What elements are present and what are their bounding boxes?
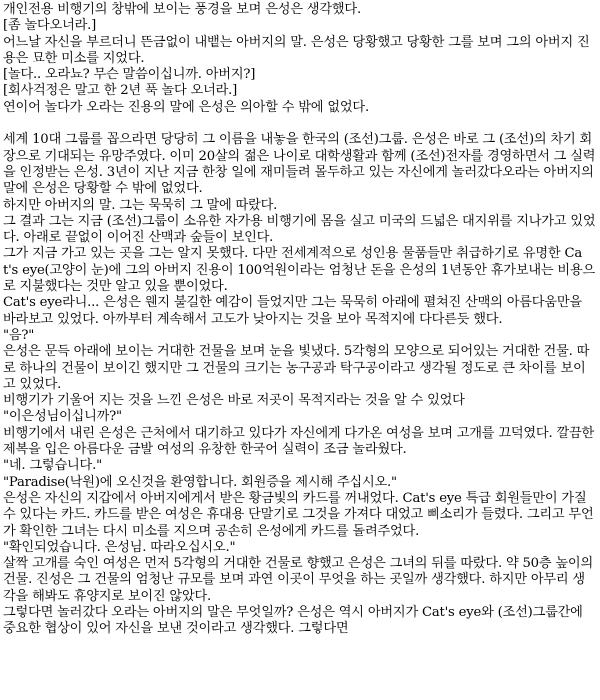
paragraph: 어느날 자신을 부르더니 뜬금없이 내뱉는 아버지의 말. 은성은 당황했고 당황한 그를 보며 그의 아버지 진용은 묘한 미소를 지었다. [3, 34, 590, 66]
paragraph: 하지만 아버지의 말. 그는 묵묵히 그 말에 따랐다. [3, 197, 278, 213]
paragraph: [놀다.. 오라뇨? 무슨 말씀이십니까. 아버지?] [3, 67, 256, 83]
paragraph: 그 결과 그는 지금 (조선)그룹이 소유한 자가용 비행기에 몸을 실고 미국의 드넓은 대지위를 지나가고 있었다. 아래로 끝없이 이어진 산맥과 숲들이 보인다. [3, 213, 596, 246]
paragraph: 은성은 문득 아래에 보이는 거대한 건물을 보며 눈을 빛냈다. 5각형의 모양으로 되어있는 거대한 건물. 따로 하나의 건물이 보이긴 했지만 그 건물의 크기는 농구공과 탁구공이라고 생각될 정도로 큰 차이를 보이고 있었다. [3, 344, 590, 392]
blank-line [3, 116, 597, 132]
paragraph: 은성은 자신의 지갑에서 아버지에게서 받은 황금빛의 카드를 꺼내었다. Cat's eye 특급 회원들만이 가질 수 있다는 카드. 카드를 받은 여성은 휴대용 단말기로 그것을 가져다 대었고 삐소리가 들렸다. 그리고 무언가 확인한 그녀는 다시 미소를 지으며 공손히 은성에게 카드를 돌려주었다. [3, 490, 594, 539]
paragraph: [좀 놀다오너라.] [3, 18, 97, 34]
paragraph: 연이어 놀다가 오라는 진용의 말에 은성은 의아할 수 밖에 없었다. [3, 99, 369, 115]
paragraph: 비행기가 기울어 지는 것을 느낀 은성은 바로 저곳이 목적지라는 것을 알 수 있었다 [3, 393, 465, 409]
paragraph: "네. 그렇습니다." [3, 458, 102, 474]
paragraph: Cat's eye라니... 은성은 웬지 불길한 예감이 들었지만 그는 묵묵히 아래에 펼쳐진 산맥의 아름다움만을 바라보고 있었다. 아까부터 계속해서 고도가 낮아지는 것을 보아 목적지에 다다른듯 했다. [3, 295, 586, 327]
paragraph: 살짝 고개를 숙인 여성은 먼저 5각형의 거대한 건물로 향했고 은성은 그녀의 뒤를 따랐다. 약 50층 높이의 건물. 진성은 그 건물의 엄청난 규모를 보며 과연 이곳이 무엇을 하는 곳일까 생각했다. 하지만 아무리 생각을 해봐도 휴양지로 보이진 않았다. [3, 556, 598, 604]
paragraph: "Paradise(낙원)에 오신것을 환영합니다. 회원증을 제시해 주십시오." [3, 474, 397, 490]
paragraph: [회사걱정은 말고 한 2년 푹 놀다 오너라.] [3, 83, 238, 99]
paragraph: 세계 10대 그룹를 꼽으라면 당당히 그 이름을 내놓을 한국의 (조선)그룹. 은성은 바로 그 (조선)의 차기 회장으로 기대되는 유망주였다. 이미 20살의 젊은 나이로 대학생활과 함께 (조선)전자를 경영하면서 그 실력을 인정받는 은성. 3년이 지난 지금 한창 일에 재미들려 몰두하고 있는 자신에게 놀러갔다오라는 아버지의 말에 은성은 당황할 수 밖에 없었다. [3, 132, 598, 197]
paragraph: "음?" [3, 327, 35, 343]
paragraph: 그렇다면 놀러갔다 오라는 아버지의 말은 무엇일까? 은성은 역시 아버지가 Cat's eye와 (조선)그룹간에 중요한 협상이 있어 자신을 보낸 것이라고 생각했다. 그렇다면 [3, 604, 587, 637]
paragraph: 비행기에서 내린 은성은 근처에서 대기하고 있다가 자신에게 다가온 여성을 보며 고개를 끄덕였다. 깔끔한 제복을 입은 아름다운 금발 여성의 유창한 한국어 실력이 조금 놀라웠다. [3, 425, 599, 458]
paragraph: "확인되었습니다. 은성님. 따라오십시오." [3, 539, 236, 555]
paragraph: 개인전용 비행기의 창밖에 보이는 풍경을 보며 은성은 생각했다. [3, 2, 361, 17]
paragraph: 그가 지금 가고 있는 곳을 그는 알지 못했다. 다만 전세계적으로 성인용 물품들만 취급하기로 유명한 Cat's eye(고양이 눈)에 그의 아버지 진용이 100억원이라는 엄청난 돈을 은성의 1년동안 휴가보내는 비용으로 지불했다는 것만 알고 있을 뿐이었다. [3, 246, 596, 295]
paragraph: "이은성님이십니까?" [3, 409, 122, 425]
